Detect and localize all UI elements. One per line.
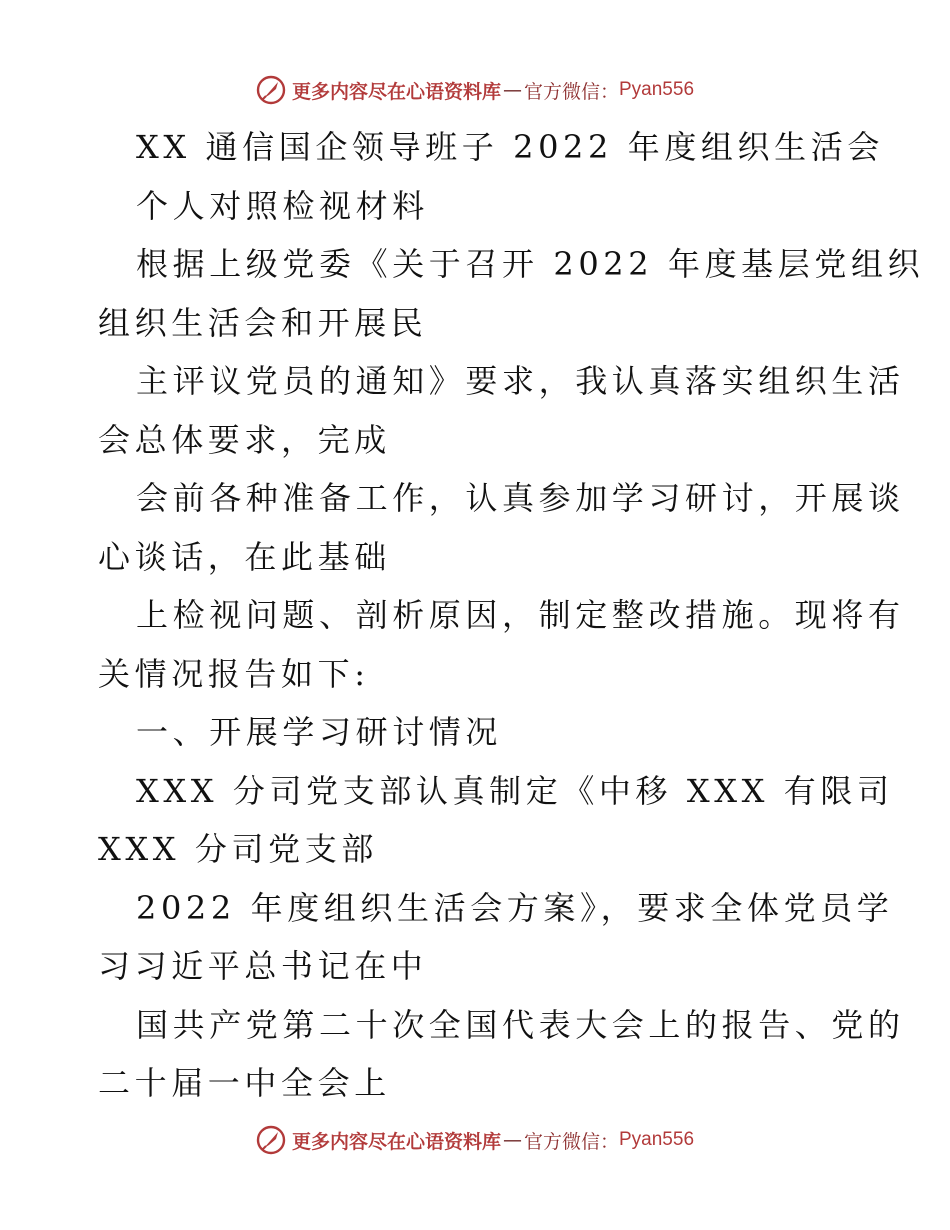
text-line: 关情况报告如下: [98,654,370,693]
text-line: 心谈话，在此基础 [98,537,391,576]
text-line: 根据上级党委《关于召开 2022 年度基层党组织 [136,245,925,283]
text-line: XXX 分司党支部认真制定《中移 XXX 有限司 [136,771,894,810]
banner-brand-text: 更多内容尽在心语资料库 [291,1130,501,1153]
text-line: 二十届一中全会上 [98,1064,391,1102]
text-line: 一、开展学习研讨情况 [136,713,503,751]
text-line: 上检视问题、剖析原因，制定整改措施。现将有 [136,596,905,634]
text-line: 国共产党第二十次全国代表大会上的报告、党的 [136,1005,905,1044]
document-body [98,118,925,1113]
header-banner [0,70,950,110]
text-line: 会总体要求，完成 [98,420,391,459]
banner-official-label: 官方微信： [523,1130,619,1153]
text-line: 组织生活会和开展民 [98,303,428,342]
banner-brand-text: 更多内容尽在心语资料库 [291,80,501,103]
text-line: 个人对照检视材料 [136,186,429,225]
quill-logo-icon [256,1125,286,1155]
banner-official-label: 官方微信： [523,80,619,103]
footer-banner [0,1120,950,1160]
text-line: 习习近平总书记在中 [98,947,428,985]
text-line: XX 通信国企领导班子 2022 年度组织生活会 [136,128,884,166]
text-line: 会前各种准备工作，认真参加学习研讨，开展谈 [136,479,905,517]
text-line: XXX 分司党支部 [98,830,378,868]
banner-wechat-id: Pyan556 [619,1129,695,1150]
banner-dash: — [502,79,522,101]
banner-wechat-id: Pyan556 [619,79,695,100]
quill-logo-icon [256,75,286,105]
text-line: 2022 年度组织生活会方案》，要求全体党员学 [136,888,894,927]
text-line: 主评议党员的通知》要求，我认真落实组织生活 [136,362,905,400]
banner-dash: — [502,1129,522,1151]
